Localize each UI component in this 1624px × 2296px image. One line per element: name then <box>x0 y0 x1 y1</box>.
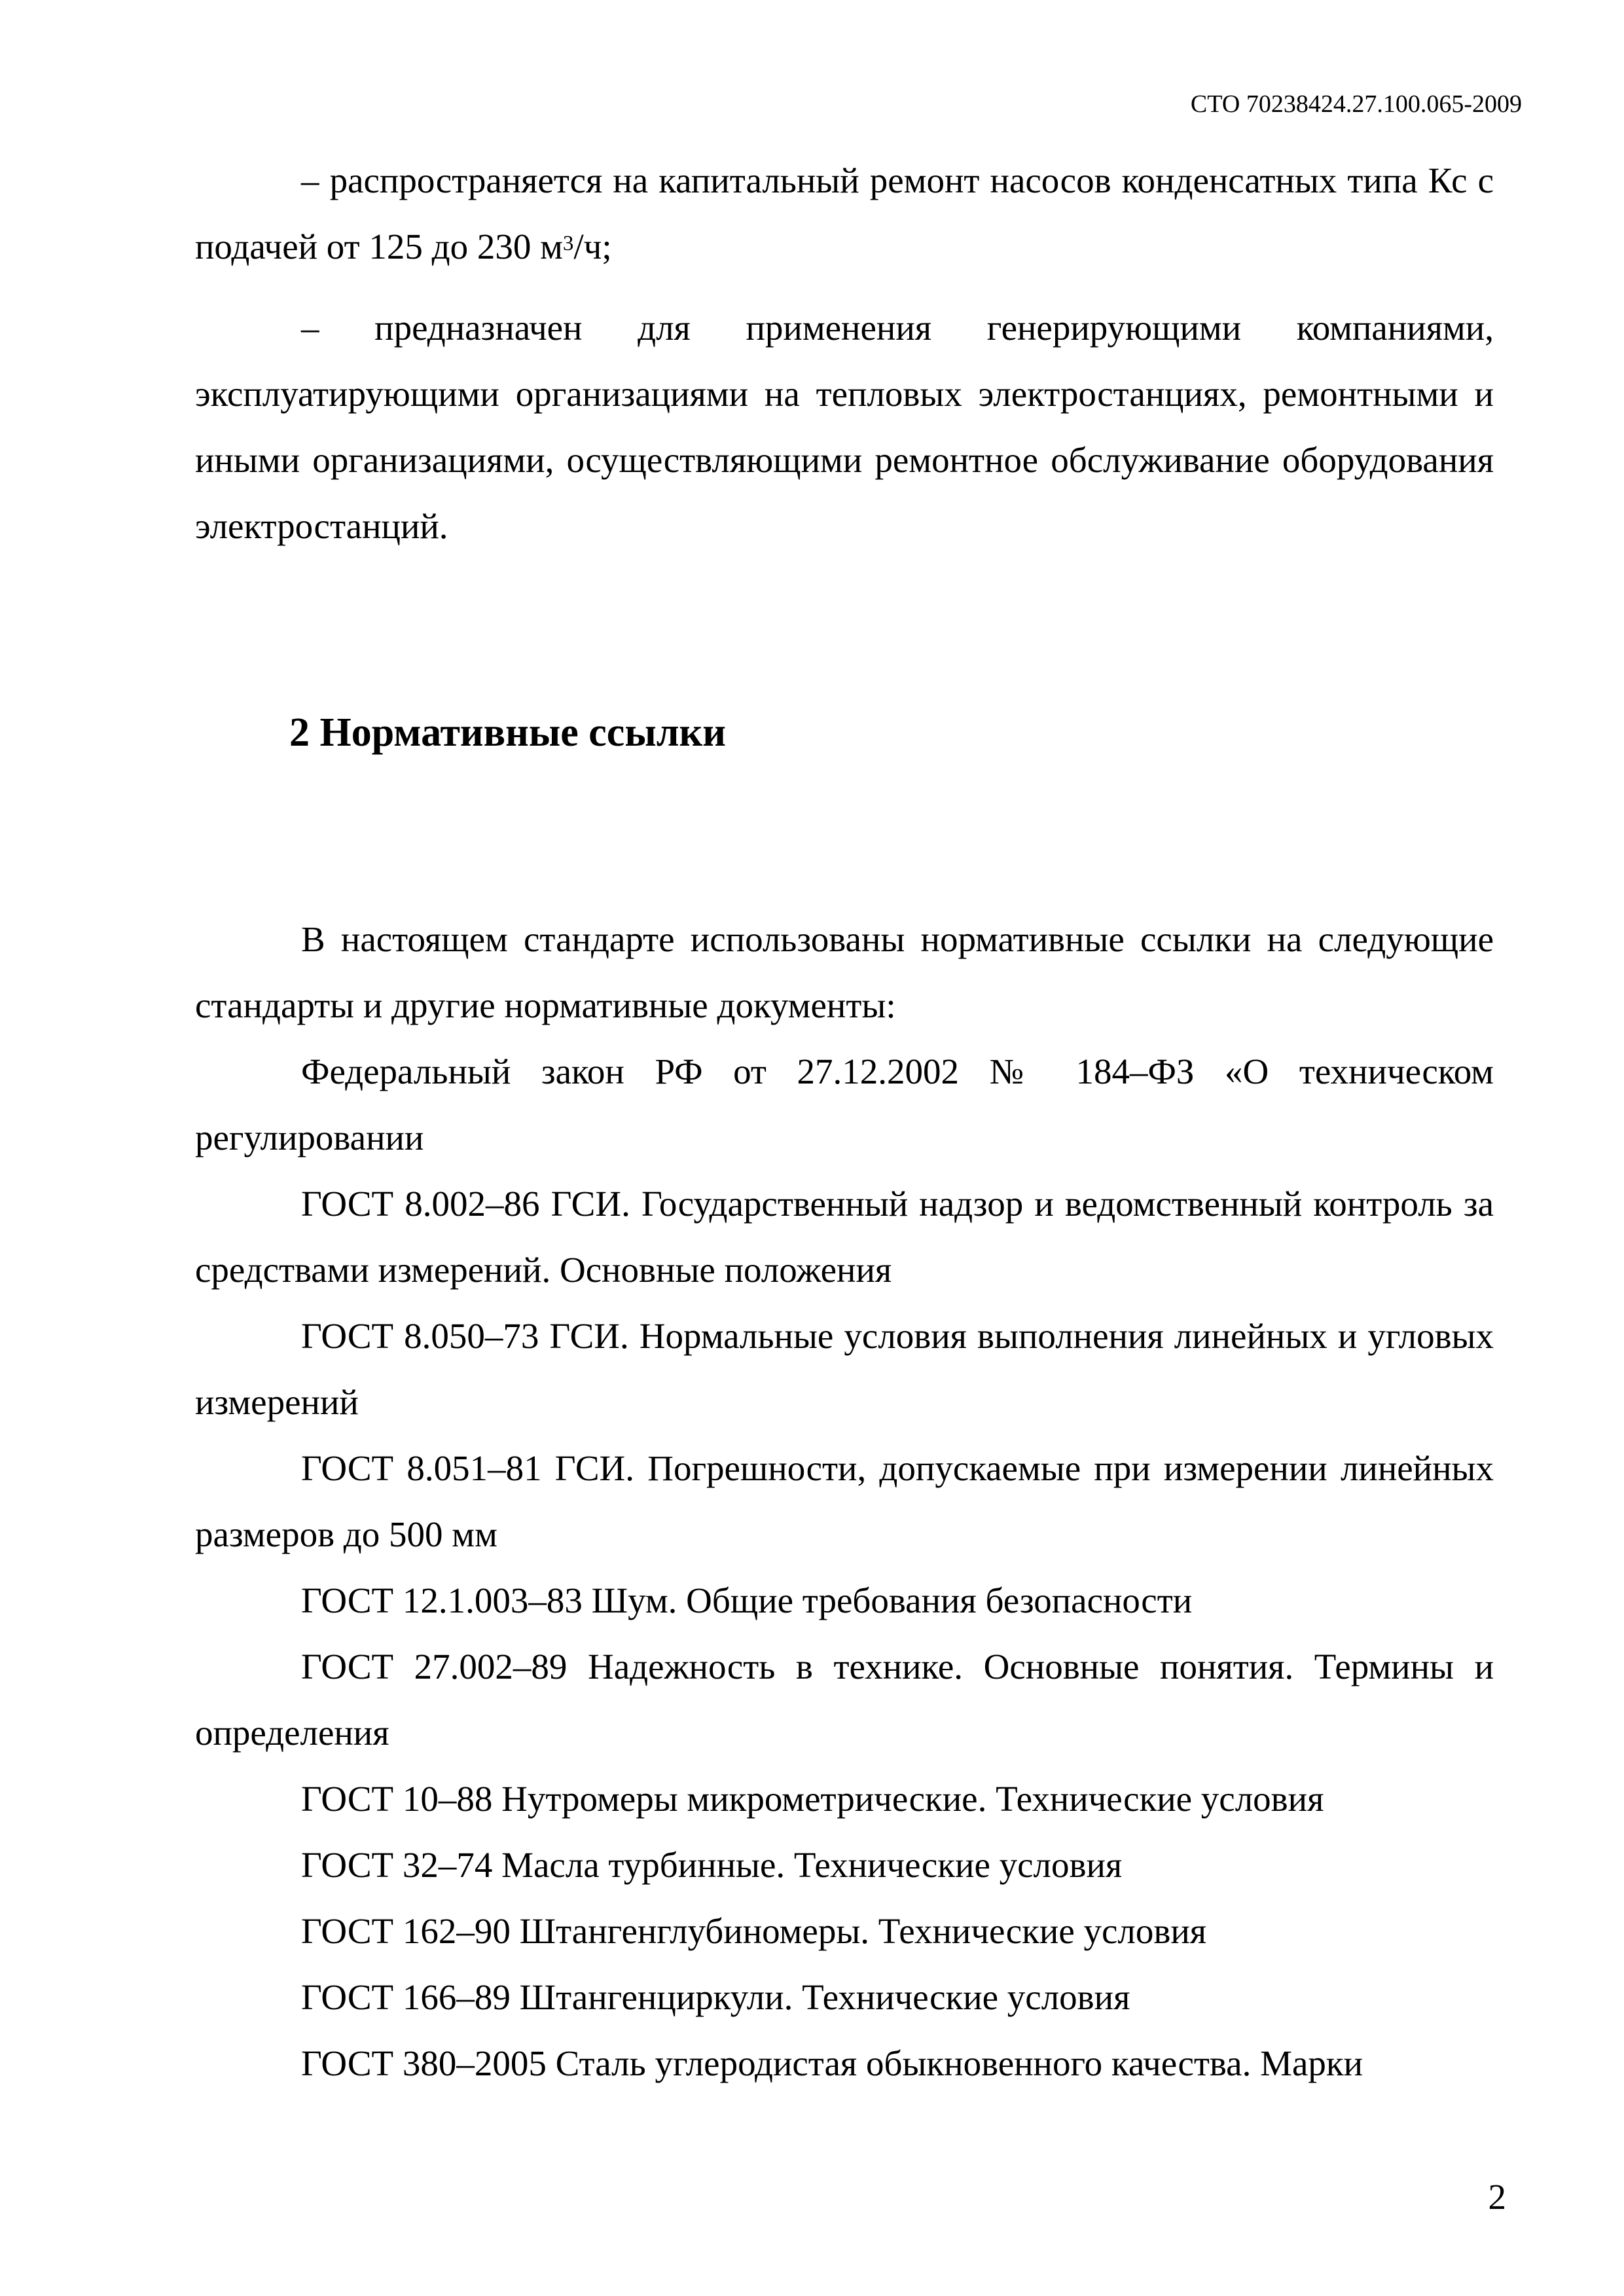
page-number: 2 <box>1488 2177 1506 2217</box>
reference-item: ГОСТ 12.1.003–83 Шум. Общие требования безопасности <box>301 1580 1193 1620</box>
reference-item: ГОСТ 166–89 Штангенциркули. Технические условия <box>301 1977 1130 2017</box>
document-code-header: СТО 70238424.27.100.065-2009 <box>1190 90 1522 118</box>
scope-paragraph-2: – предназначен для применения генерирующими компаниями, эксплуатирующими организациями на тепловых электростанциях, ремонтными и иными организациями, осуществляющими ремонтное обслуживание оборудования электростанций. <box>195 308 1494 546</box>
scope-text: – распространяется на капитальный ремонт насосов конденсатных типа Кс с подачей от 125 до 230 м <box>195 160 1494 266</box>
references-list <box>195 906 1494 2096</box>
scope-paragraph-1 <box>195 147 1494 280</box>
reference-item: ГОСТ 32–74 Масла турбинные. Технические условия <box>301 1845 1123 1885</box>
reference-item: ГОСТ 8.051–81 ГСИ. Погрешности, допускаемые при измерении линейных размеров до 500 мм <box>195 1448 1494 1554</box>
references-intro: В настоящем стандарте использованы нормативные ссылки на следующие стандарты и другие нормативные документы: <box>195 919 1494 1025</box>
reference-item: Федеральный закон РФ от 27.12.2002 № 184–ФЗ «О техническом регулировании <box>195 1051 1494 1157</box>
reference-item: ГОСТ 8.050–73 ГСИ. Нормальные условия выполнения линейных и угловых измерений <box>195 1316 1494 1422</box>
reference-item: ГОСТ 10–88 Нутромеры микрометрические. Технические условия <box>301 1779 1324 1819</box>
section-heading: 2 Нормативные ссылки <box>289 710 726 755</box>
reference-item: ГОСТ 162–90 Штангенглубиномеры. Технические условия <box>301 1911 1207 1951</box>
superscript-exponent: 3 <box>562 232 574 255</box>
reference-item: ГОСТ 8.002–86 ГСИ. Государственный надзор и ведомственный контроль за средствами измерений. Основные положения <box>195 1184 1494 1290</box>
scope-text-unit: /ч; <box>573 227 612 266</box>
reference-item: ГОСТ 27.002–89 Надежность в технике. Основные понятия. Термины и определения <box>195 1647 1494 1753</box>
reference-item: ГОСТ 380–2005 Сталь углеродистая обыкновенного качества. Марки <box>301 2043 1363 2083</box>
